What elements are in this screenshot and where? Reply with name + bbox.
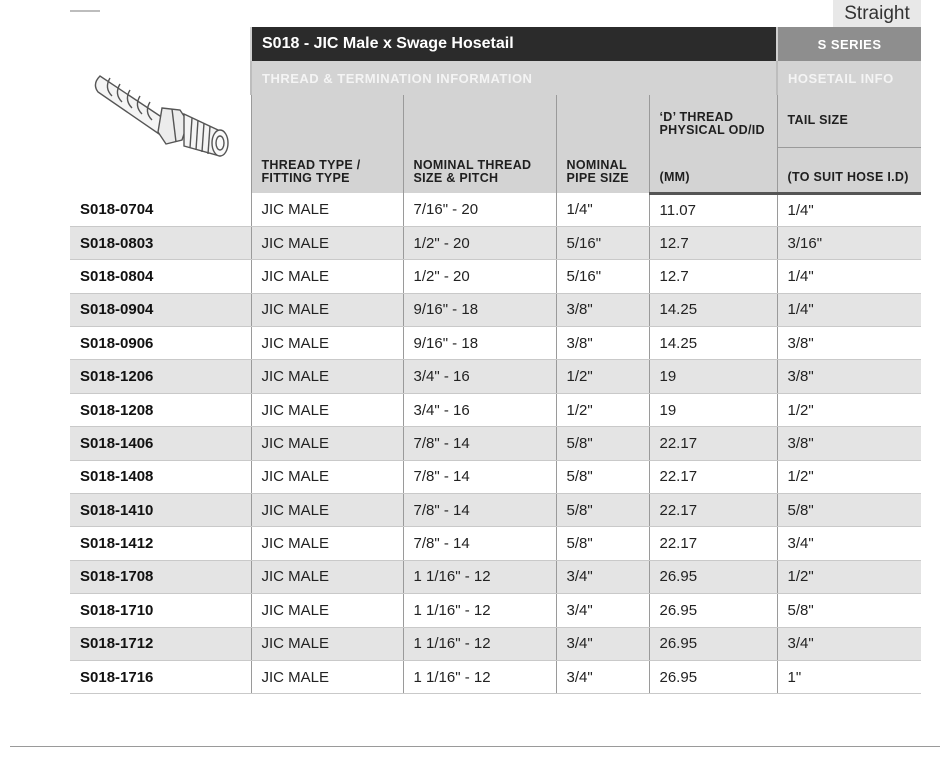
d-thread-mm: 22.17 — [649, 527, 777, 560]
part-code: S018-1206 — [70, 360, 251, 393]
pipe-size: 3/8" — [556, 293, 649, 326]
col-pipe-size: NOMINAL PIPE SIZE — [556, 95, 649, 193]
d-thread-mm: 12.7 — [649, 260, 777, 293]
pipe-size: 3/4" — [556, 627, 649, 660]
table-body — [70, 193, 921, 694]
tail-size: 1/4" — [777, 260, 921, 293]
table-row — [70, 494, 921, 527]
d-thread-mm: 22.17 — [649, 460, 777, 493]
table-row — [70, 327, 921, 360]
part-code: S018-0904 — [70, 293, 251, 326]
part-code: S018-1208 — [70, 393, 251, 426]
nominal-thread: 3/4" - 16 — [403, 360, 556, 393]
pipe-size: 5/8" — [556, 460, 649, 493]
part-code: S018-1708 — [70, 560, 251, 593]
table-row — [70, 527, 921, 560]
part-code: S018-1710 — [70, 594, 251, 627]
table-row — [70, 193, 921, 226]
part-code: S018-1408 — [70, 460, 251, 493]
tail-size: 1" — [777, 660, 921, 693]
table-row — [70, 293, 921, 326]
d-thread-mm: 22.17 — [649, 427, 777, 460]
thread-type: JIC MALE — [251, 560, 403, 593]
nominal-thread: 7/16" - 20 — [403, 193, 556, 226]
thread-type: JIC MALE — [251, 327, 403, 360]
table-row — [70, 594, 921, 627]
col-thread-type: THREAD TYPE / FITTING TYPE — [251, 95, 403, 193]
thread-type: JIC MALE — [251, 527, 403, 560]
pipe-size: 3/4" — [556, 594, 649, 627]
thread-type: JIC MALE — [251, 627, 403, 660]
part-code: S018-0704 — [70, 193, 251, 226]
pipe-size: 5/8" — [556, 427, 649, 460]
part-code: S018-0804 — [70, 260, 251, 293]
table-row — [70, 560, 921, 593]
nominal-thread: 1/2" - 20 — [403, 226, 556, 259]
tail-size: 5/8" — [777, 594, 921, 627]
thread-type: JIC MALE — [251, 494, 403, 527]
tail-size: 3/4" — [777, 627, 921, 660]
table-row — [70, 360, 921, 393]
col-d-thread: ‘D’ THREAD PHYSICAL OD/ID — [649, 95, 777, 147]
pipe-size: 1/4" — [556, 193, 649, 226]
d-thread-mm: 26.95 — [649, 627, 777, 660]
thread-type: JIC MALE — [251, 360, 403, 393]
thread-type: JIC MALE — [251, 226, 403, 259]
product-title: S018 - JIC Male x Swage Hosetail — [251, 27, 777, 61]
pipe-size: 3/4" — [556, 560, 649, 593]
d-thread-mm: 14.25 — [649, 293, 777, 326]
part-code: S018-0803 — [70, 226, 251, 259]
hose-fitting-icon — [80, 48, 240, 168]
pipe-size: 5/16" — [556, 260, 649, 293]
pipe-size: 5/8" — [556, 494, 649, 527]
d-thread-mm: 22.17 — [649, 494, 777, 527]
thread-type: JIC MALE — [251, 293, 403, 326]
d-thread-mm: 26.95 — [649, 660, 777, 693]
top-stub — [70, 0, 100, 12]
thread-type: JIC MALE — [251, 594, 403, 627]
nominal-thread: 1 1/16" - 12 — [403, 560, 556, 593]
straight-tab[interactable]: Straight — [833, 0, 921, 27]
nominal-thread: 9/16" - 18 — [403, 327, 556, 360]
thread-type: JIC MALE — [251, 460, 403, 493]
table-row — [70, 427, 921, 460]
d-thread-mm: 19 — [649, 393, 777, 426]
nominal-thread: 7/8" - 14 — [403, 527, 556, 560]
tail-size: 1/2" — [777, 460, 921, 493]
nominal-thread: 7/8" - 14 — [403, 427, 556, 460]
d-thread-mm: 26.95 — [649, 560, 777, 593]
tail-size: 3/16" — [777, 226, 921, 259]
d-thread-mm: 12.7 — [649, 226, 777, 259]
nominal-thread: 9/16" - 18 — [403, 293, 556, 326]
pipe-size: 3/8" — [556, 327, 649, 360]
thread-type: JIC MALE — [251, 393, 403, 426]
nominal-thread: 1 1/16" - 12 — [403, 627, 556, 660]
pipe-size: 1/2" — [556, 360, 649, 393]
product-image-cell — [70, 27, 251, 193]
table-row — [70, 393, 921, 426]
part-code: S018-1410 — [70, 494, 251, 527]
pipe-size: 1/2" — [556, 393, 649, 426]
section-hosetail-label: HOSETAIL INFO — [777, 61, 921, 95]
thread-type: JIC MALE — [251, 260, 403, 293]
spec-table — [70, 27, 921, 694]
pipe-size: 5/16" — [556, 226, 649, 259]
d-thread-mm: 19 — [649, 360, 777, 393]
tail-size: 1/4" — [777, 193, 921, 226]
tail-size: 3/8" — [777, 327, 921, 360]
part-code: S018-1712 — [70, 627, 251, 660]
series-label: S SERIES — [777, 27, 921, 61]
part-code: S018-0906 — [70, 327, 251, 360]
col-tail-size: TAIL SIZE — [777, 95, 921, 147]
thread-type: JIC MALE — [251, 660, 403, 693]
thread-type: JIC MALE — [251, 427, 403, 460]
table-row — [70, 460, 921, 493]
table-row — [70, 260, 921, 293]
footer-divider — [10, 746, 940, 747]
nominal-thread: 7/8" - 14 — [403, 460, 556, 493]
col-tail-size-note: (TO SUIT HOSE I.D) — [777, 147, 921, 193]
nominal-thread: 3/4" - 16 — [403, 393, 556, 426]
pipe-size: 5/8" — [556, 527, 649, 560]
section-thread-label: THREAD & TERMINATION INFORMATION — [251, 61, 777, 95]
tail-size: 3/8" — [777, 427, 921, 460]
thread-type: JIC MALE — [251, 193, 403, 226]
nominal-thread: 1 1/16" - 12 — [403, 660, 556, 693]
d-thread-mm: 11.07 — [649, 193, 777, 226]
nominal-thread: 1/2" - 20 — [403, 260, 556, 293]
tail-size: 3/4" — [777, 527, 921, 560]
nominal-thread: 7/8" - 14 — [403, 494, 556, 527]
pipe-size: 3/4" — [556, 660, 649, 693]
col-nominal-thread: NOMINAL THREAD SIZE & PITCH — [403, 95, 556, 193]
part-code: S018-1406 — [70, 427, 251, 460]
tail-size: 3/8" — [777, 360, 921, 393]
tail-size: 1/2" — [777, 393, 921, 426]
table-row — [70, 660, 921, 693]
part-code: S018-1412 — [70, 527, 251, 560]
col-d-thread-unit: (MM) — [649, 147, 777, 193]
tail-size: 1/4" — [777, 293, 921, 326]
tail-size: 5/8" — [777, 494, 921, 527]
table-row — [70, 226, 921, 259]
part-code: S018-1716 — [70, 660, 251, 693]
d-thread-mm: 14.25 — [649, 327, 777, 360]
d-thread-mm: 26.95 — [649, 594, 777, 627]
table-row — [70, 627, 921, 660]
nominal-thread: 1 1/16" - 12 — [403, 594, 556, 627]
tail-size: 1/2" — [777, 560, 921, 593]
